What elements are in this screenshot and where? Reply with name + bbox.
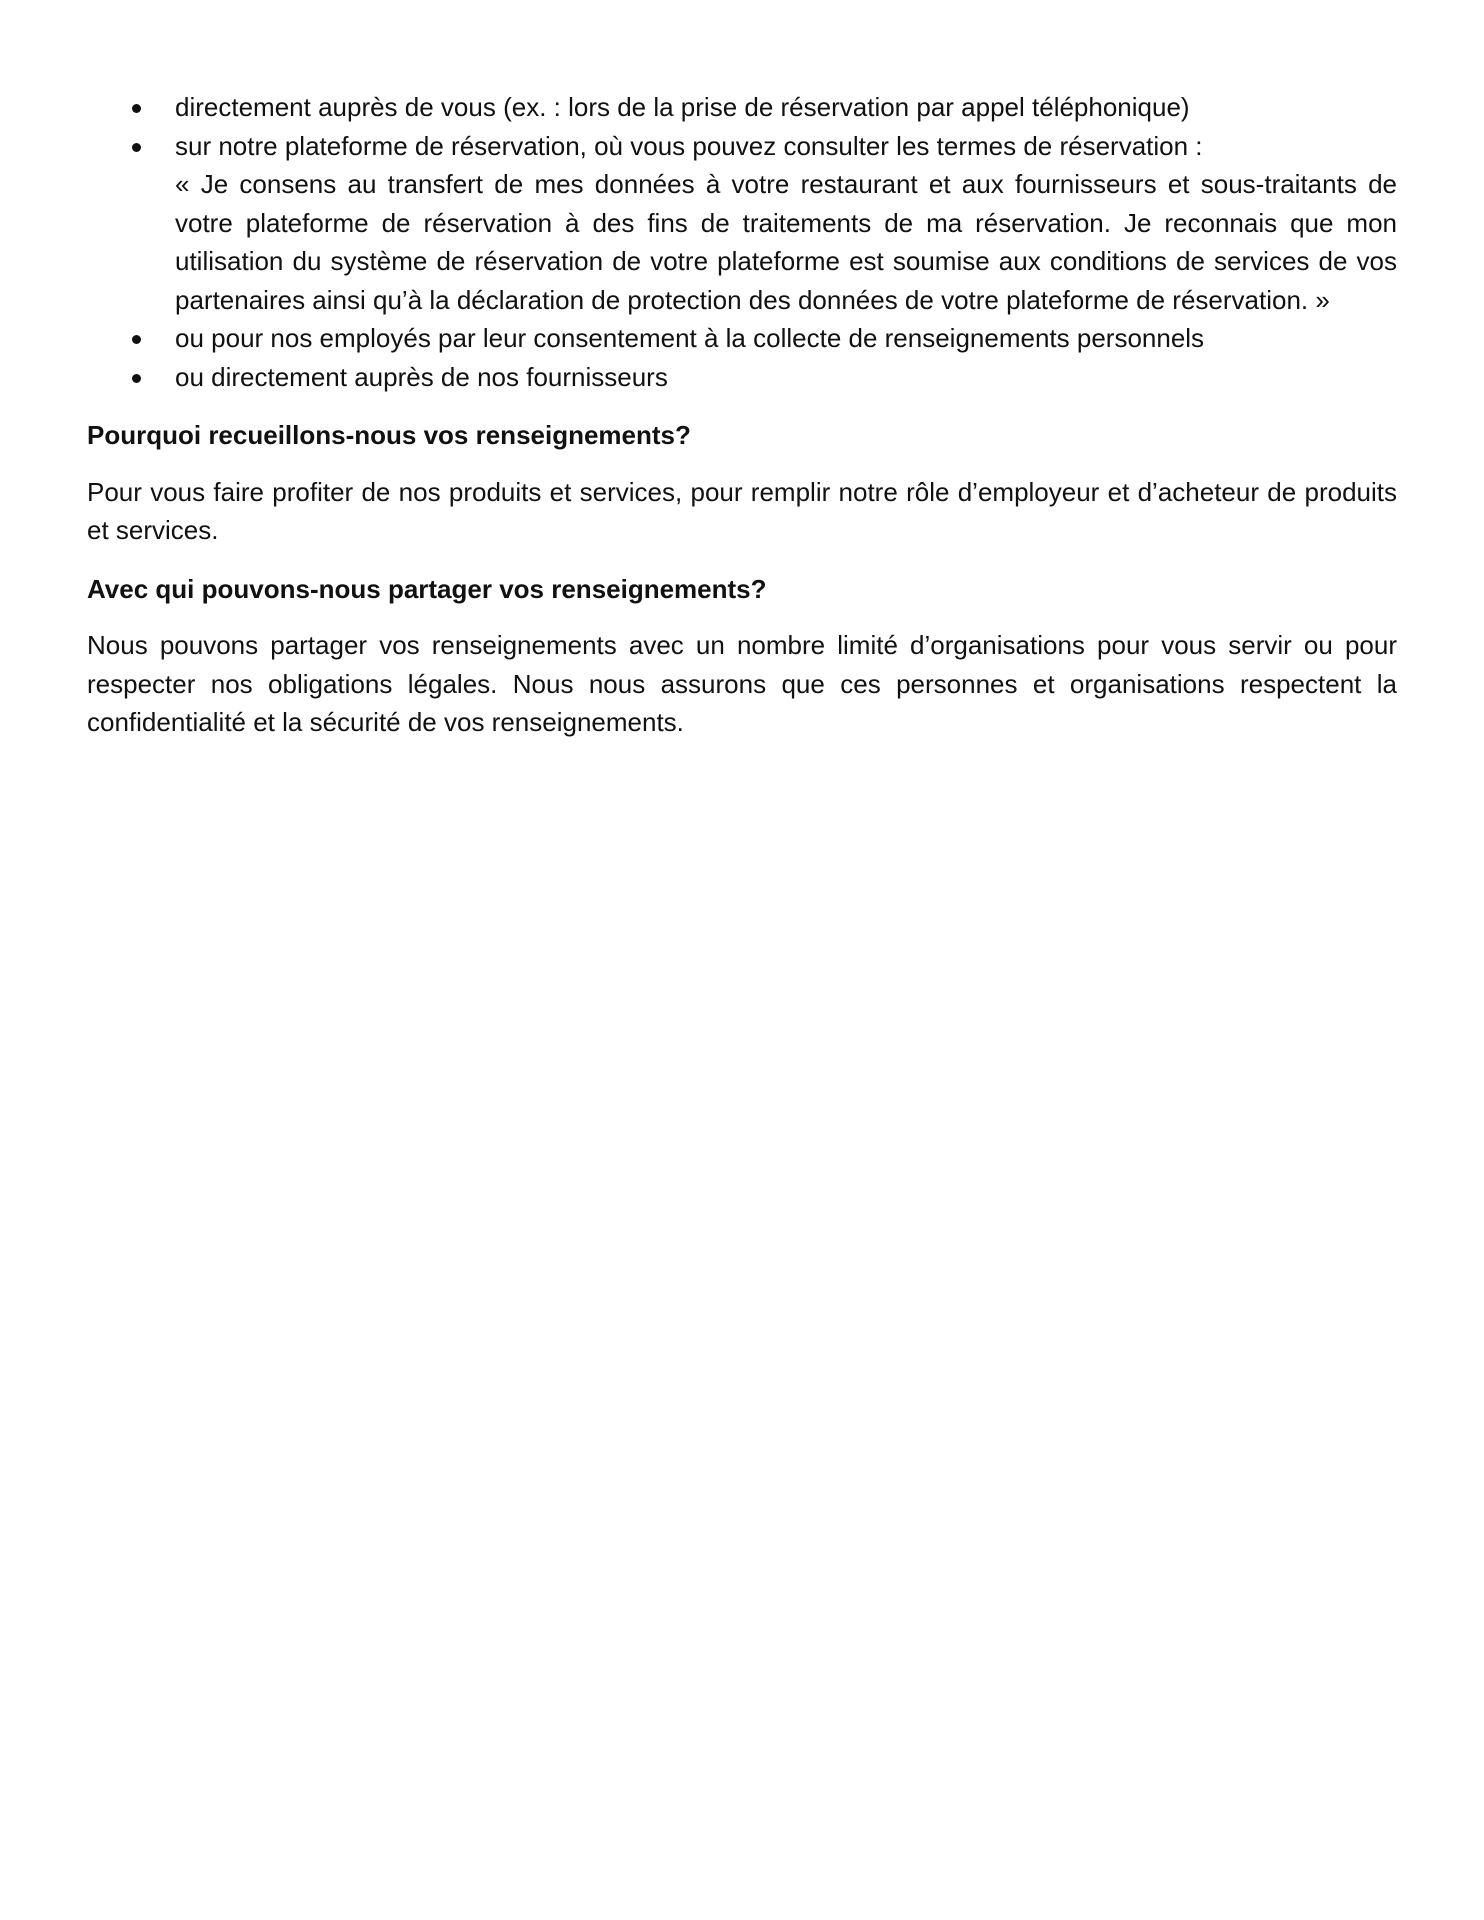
bullet-icon — [132, 143, 141, 152]
collection-sources-list — [87, 88, 1397, 396]
list-item-text: ou pour nos employés par leur consentement à la collecte de renseignements personnels — [175, 323, 1205, 353]
bullet-icon — [132, 104, 141, 113]
list-item — [87, 319, 1397, 358]
list-item-text: directement auprès de vous (ex. : lors de la prise de réservation par appel téléphonique) — [175, 92, 1190, 122]
section-heading-why: Pourquoi recueillons-nous vos renseignements? — [87, 420, 691, 450]
bullet-icon — [132, 374, 141, 383]
consent-quote: « Je consens au transfert de mes données à votre restaurant et aux fournisseurs et sous-traitants de votre plateforme de réservation à des fins de traitements de ma réservation. Je reconnais que mon utilisation du système de réservation de votre plateforme est soumise aux conditions de services de vos partenaires ainsi qu’à la déclaration de protection des données de votre plateforme de réservation. » — [175, 169, 1397, 315]
list-item — [87, 127, 1397, 320]
bullet-icon — [132, 335, 141, 344]
section-body-why: Pour vous faire profiter de nos produits et services, pour remplir notre rôle d’employeur et d’acheteur de produits et services. — [87, 476, 1397, 545]
list-item-text: sur notre plateforme de réservation, où vous pouvez consulter les termes de réservation : — [175, 130, 1203, 161]
section-heading-sharing: Avec qui pouvons-nous partager vos renseignements? — [87, 573, 767, 604]
list-item — [87, 88, 1397, 127]
section-body-sharing: Nous pouvons partager vos renseignements avec un nombre limité d’organisations pour vous servir ou pour respecter nos obligations légales. Nous nous assurons que ces personnes et organisations respectent la confidentialité et la sécurité de vos renseignements. — [87, 630, 1397, 737]
list-item — [87, 358, 1397, 397]
list-item-text: ou directement auprès de nos fournisseurs — [175, 361, 668, 392]
document-content — [87, 88, 1397, 742]
